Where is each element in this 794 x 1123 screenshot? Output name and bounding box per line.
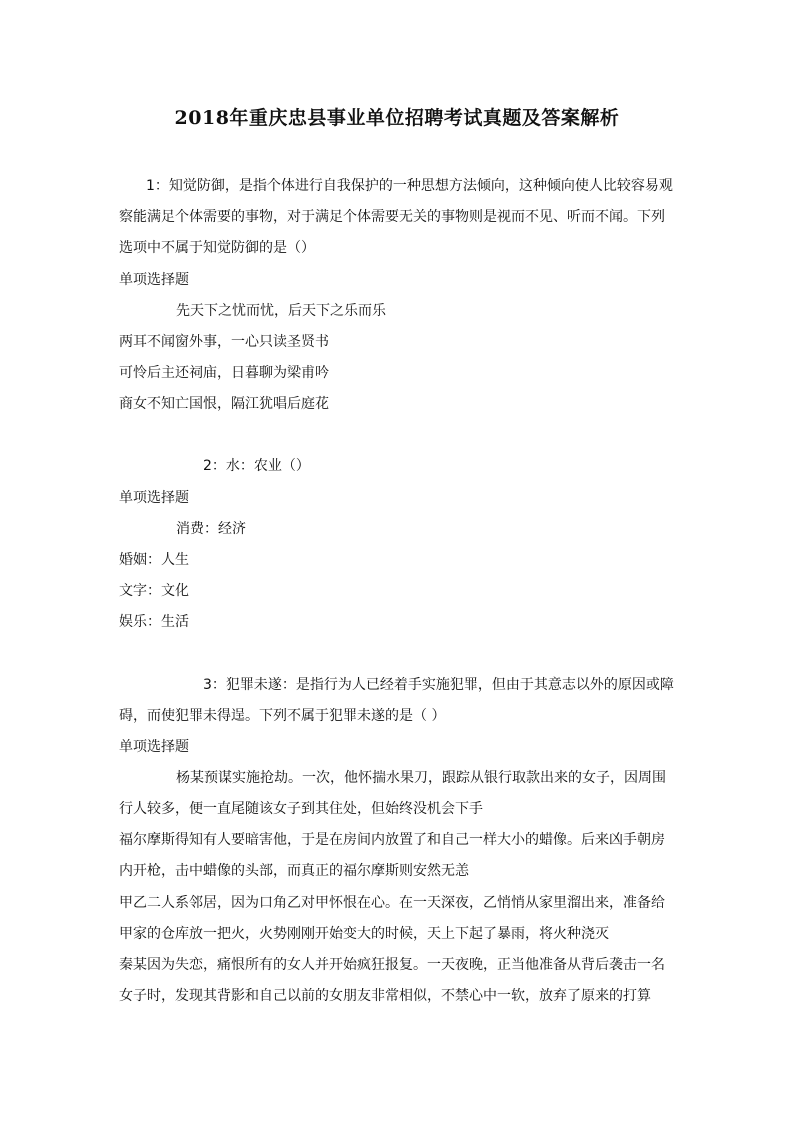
question-1-option-b: 两耳不闻窗外事，一心只读圣贤书 xyxy=(119,334,329,350)
question-3-option-a-line-1: 杨某预谋实施抢劫。一次，他怀揣水果刀，跟踪从银行取款出来的女子，因周围 xyxy=(176,770,666,786)
question-3-stem-line-2: 碍，而使犯罪未得逞。下列不属于犯罪未遂的是（ ） xyxy=(119,708,446,724)
question-3-option-b-line-2: 内开枪，击中蜡像的头部，而真正的福尔摩斯则安然无恙 xyxy=(119,863,469,879)
question-2-option-a: 消费：经济 xyxy=(176,521,246,537)
question-3-option-c-line-1: 甲乙二人系邻居，因为口角乙对甲怀恨在心。在一天深夜，乙悄悄从家里溜出来，准备给 xyxy=(119,895,665,911)
question-3-option-b-line-1: 福尔摩斯得知有人要暗害他，于是在房间内放置了和自己一样大小的蜡像。后来凶手朝房 xyxy=(119,832,665,848)
question-3-stem-line-1: 3：犯罪未遂：是指行为人已经着手实施犯罪，但由于其意志以外的原因或障 xyxy=(203,677,674,693)
question-2-option-d: 娱乐：生活 xyxy=(119,614,189,630)
question-3-option-d-line-2: 女子时，发现其背影和自己以前的女朋友非常相似，不禁心中一软，放弃了原来的打算 xyxy=(119,988,651,1004)
document-title: 2018年重庆忠县事业单位招聘考试真题及答案解析 xyxy=(174,107,620,129)
question-3-option-a-line-2: 行人较多，便一直尾随该女子到其住处，但始终没机会下手 xyxy=(119,801,483,817)
question-1-type-label: 单项选择题 xyxy=(119,272,189,288)
question-3-option-c-line-2: 甲家的仓库放一把火，火势刚刚开始变大的时候，天上下起了暴雨，将火种浇灭 xyxy=(119,926,609,942)
question-2-type-label: 单项选择题 xyxy=(119,490,189,506)
question-1-stem-line-3: 选项中不属于知觉防御的是（） xyxy=(119,240,315,256)
question-1-stem-line-2: 察能满足个体需要的事物，对于满足个体需要无关的事物则是视而不见、听而不闻。下列 xyxy=(119,209,665,225)
question-2-option-b: 婚姻：人生 xyxy=(119,552,189,568)
question-2-stem-line-1: 2：水：农业（） xyxy=(203,458,310,474)
question-1-option-a: 先天下之忧而忧，后天下之乐而乐 xyxy=(176,303,386,319)
question-3-type-label: 单项选择题 xyxy=(119,739,189,755)
question-1-option-d: 商女不知亡国恨，隔江犹唱后庭花 xyxy=(119,396,329,412)
question-2-option-c: 文字：文化 xyxy=(119,583,189,599)
question-3-option-d-line-1: 秦某因为失恋，痛恨所有的女人并开始疯狂报复。一天夜晚，正当他准备从背后袭击一名 xyxy=(119,957,665,973)
question-1-stem-line-1: 1：知觉防御，是指个体进行自我保护的一种思想方法倾向，这种倾向使人比较容易观 xyxy=(146,178,673,194)
question-1-option-c: 可怜后主还祠庙，日暮聊为梁甫吟 xyxy=(119,365,329,381)
